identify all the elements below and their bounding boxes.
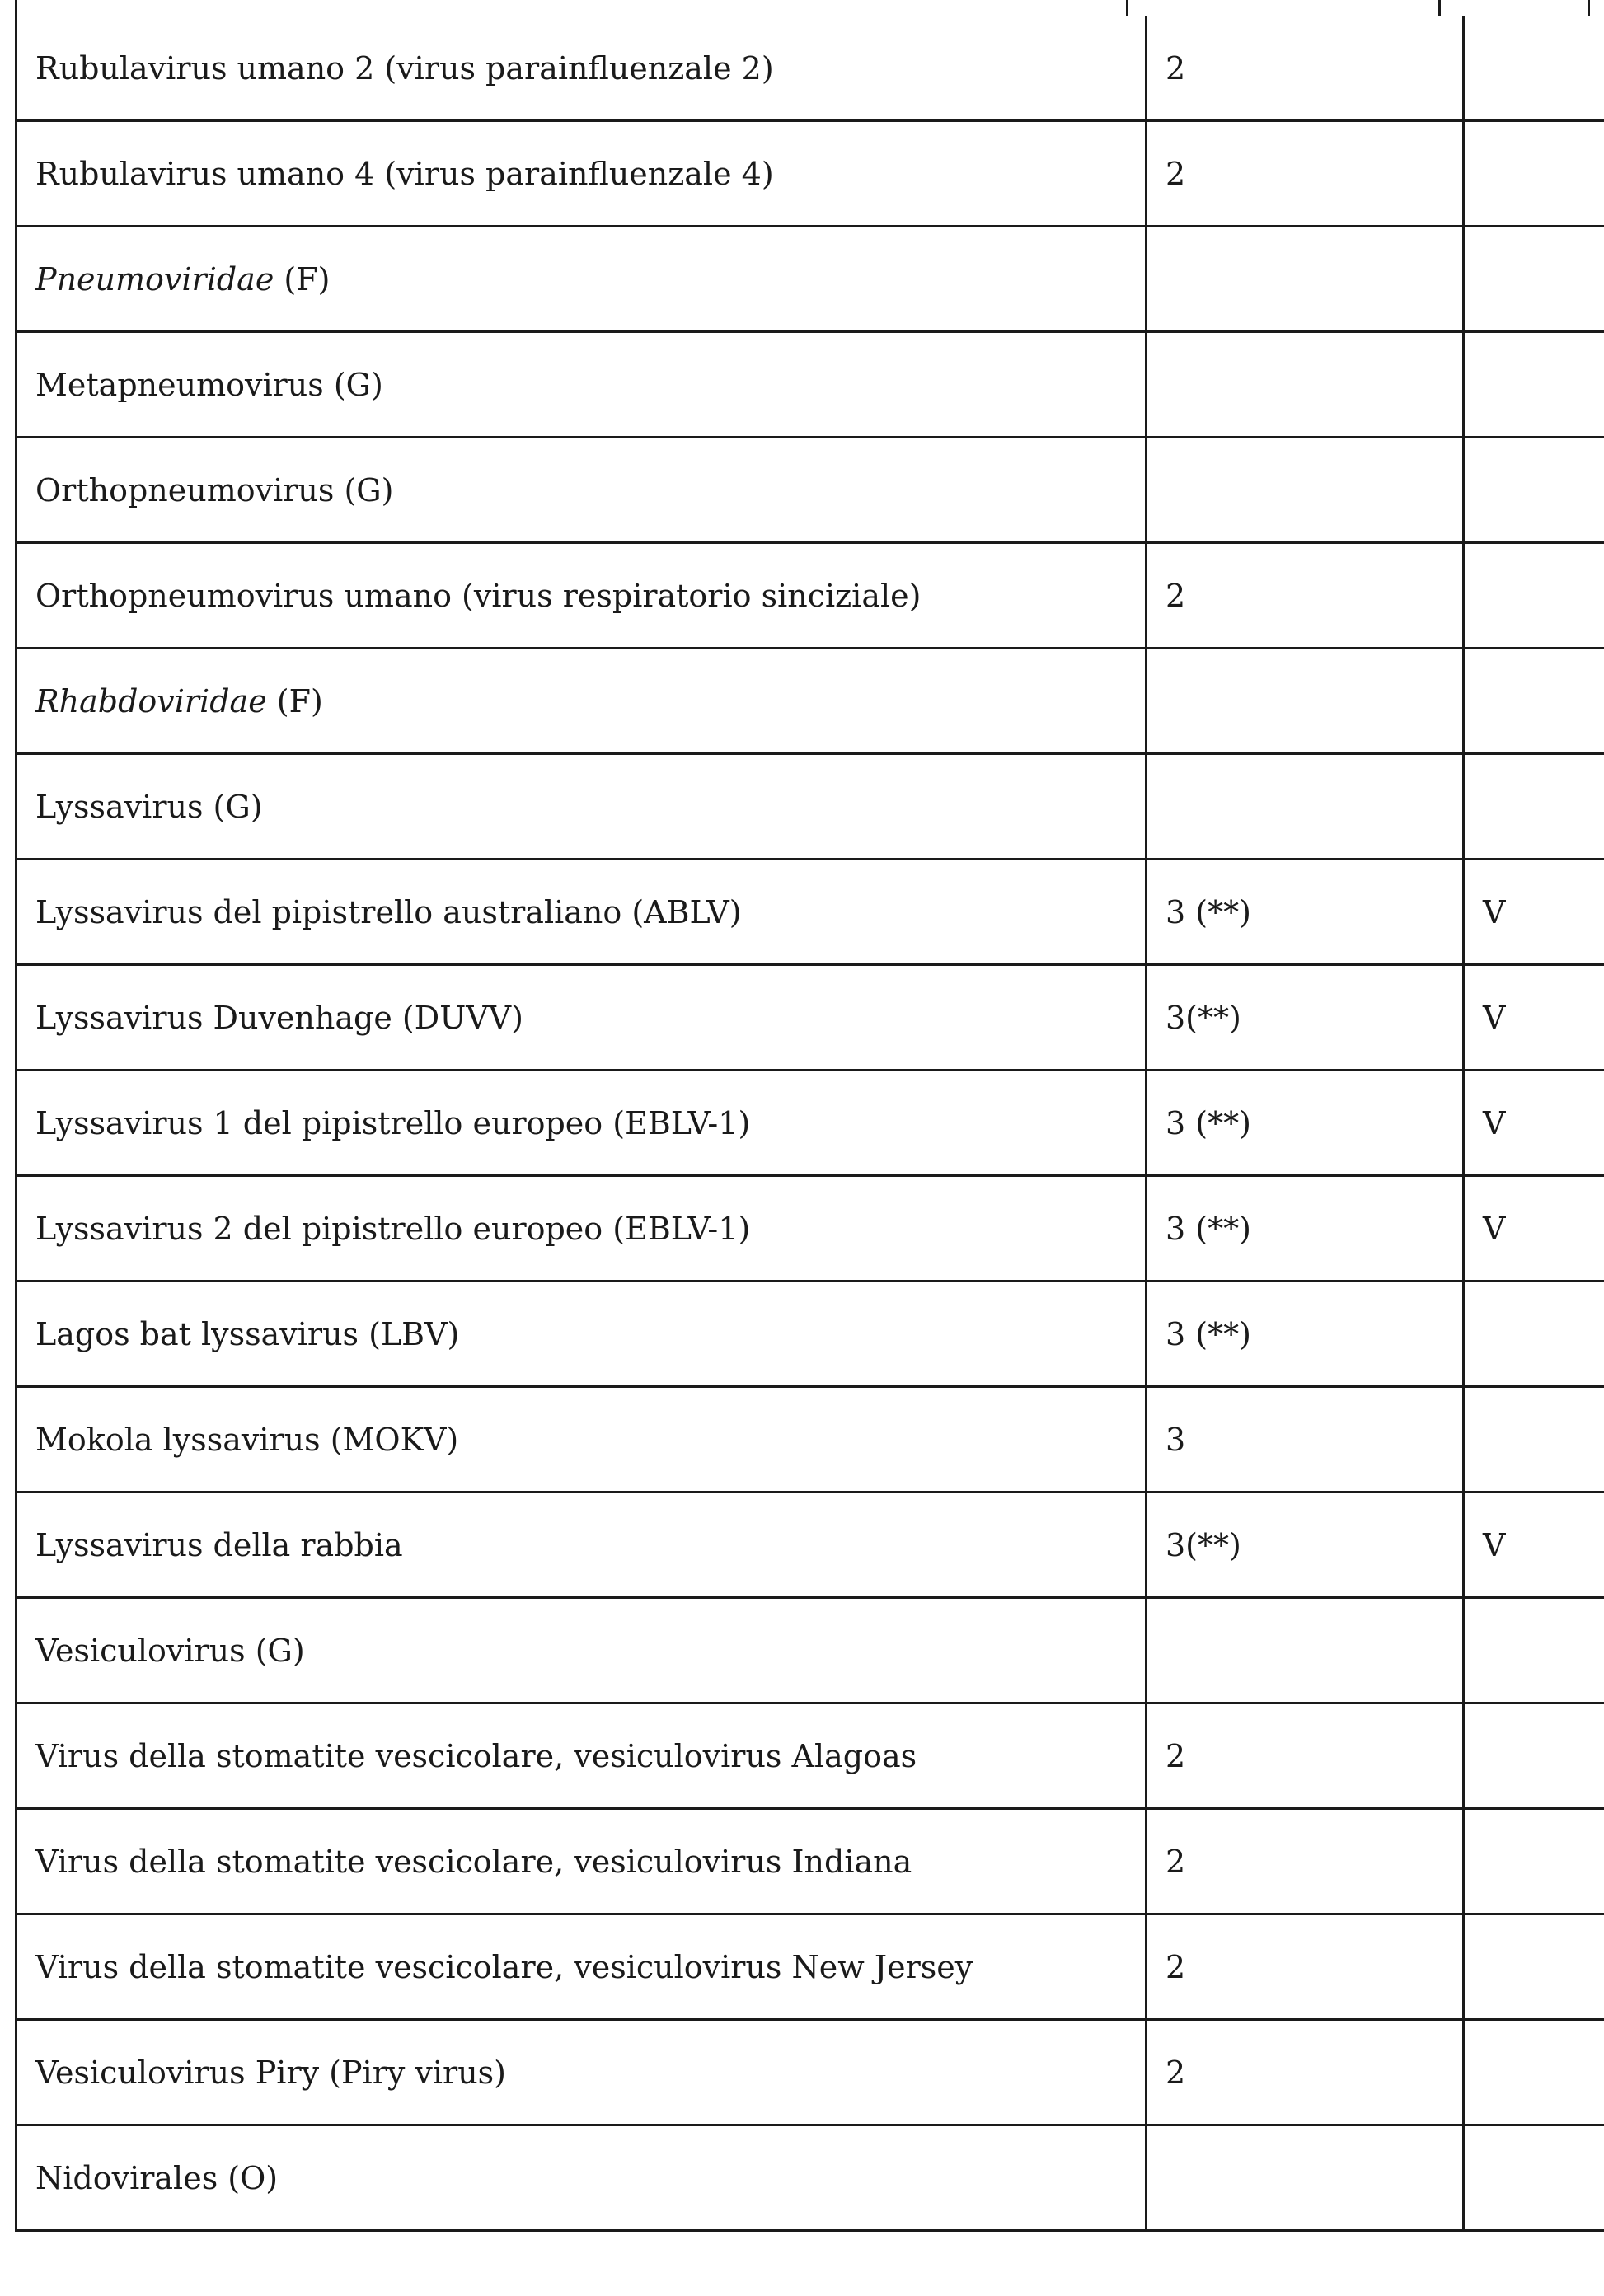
virus-name-cell bbox=[16, 2020, 1147, 2125]
risk-group-cell bbox=[1147, 1598, 1464, 1703]
table-row bbox=[16, 1282, 1604, 1387]
risk-group-cell bbox=[1147, 754, 1464, 860]
virus-name-cell bbox=[16, 754, 1147, 860]
notes-cell bbox=[1464, 543, 1604, 649]
virus-name-cell bbox=[16, 227, 1147, 332]
risk-group-cell: 2 bbox=[1147, 16, 1464, 121]
taxon-rank-suffix: (F) bbox=[266, 682, 323, 719]
table-row bbox=[16, 1176, 1604, 1282]
document-table-container bbox=[15, 0, 1590, 2232]
virus-name-cell bbox=[16, 16, 1147, 121]
table-row bbox=[16, 332, 1604, 438]
virus-name-cell bbox=[16, 543, 1147, 649]
column-border-stub bbox=[1588, 0, 1590, 16]
notes-cell: V bbox=[1464, 1071, 1604, 1176]
risk-group-cell: 2 bbox=[1147, 1914, 1464, 2020]
table-row bbox=[16, 1492, 1604, 1598]
virus-name-cell bbox=[16, 1598, 1147, 1703]
risk-group-cell: 3 (**) bbox=[1147, 1176, 1464, 1282]
notes-cell bbox=[1464, 227, 1604, 332]
table-row bbox=[16, 16, 1604, 121]
table-row bbox=[16, 121, 1604, 227]
virus-name-text: Virus della stomatite vescicolare, vesiculovirus New Jersey bbox=[35, 1948, 973, 1985]
virus-name-text: Virus della stomatite vescicolare, vesiculovirus Alagoas bbox=[35, 1737, 917, 1774]
notes-cell: V bbox=[1464, 860, 1604, 965]
virus-name-cell bbox=[16, 1809, 1147, 1914]
virus-name-text: Lagos bat lyssavirus (LBV) bbox=[35, 1315, 460, 1352]
notes-cell bbox=[1464, 1387, 1604, 1492]
risk-group-cell: 3(**) bbox=[1147, 965, 1464, 1071]
notes-cell: V bbox=[1464, 965, 1604, 1071]
virus-classification-table bbox=[15, 16, 1604, 2232]
virus-name-cell bbox=[16, 1703, 1147, 1809]
risk-group-cell bbox=[1147, 649, 1464, 754]
risk-group-cell: 3 (**) bbox=[1147, 1071, 1464, 1176]
notes-cell bbox=[1464, 649, 1604, 754]
virus-name-cell bbox=[16, 649, 1147, 754]
notes-cell bbox=[1464, 2125, 1604, 2231]
notes-cell bbox=[1464, 1914, 1604, 2020]
table-top-edge bbox=[15, 0, 1590, 16]
virus-name-text: Lyssavirus 1 del pipistrello europeo (EBLV-1) bbox=[35, 1104, 751, 1141]
virus-name-cell bbox=[16, 1914, 1147, 2020]
virus-name-cell bbox=[16, 121, 1147, 227]
table-row bbox=[16, 438, 1604, 543]
virus-name-cell bbox=[16, 332, 1147, 438]
risk-group-cell: 2 bbox=[1147, 1703, 1464, 1809]
table-row bbox=[16, 227, 1604, 332]
risk-group-cell: 3 (**) bbox=[1147, 1282, 1464, 1387]
table-row bbox=[16, 649, 1604, 754]
table-row bbox=[16, 543, 1604, 649]
notes-cell: V bbox=[1464, 1176, 1604, 1282]
taxon-name-italic: Pneumoviridae bbox=[35, 260, 274, 298]
virus-name-cell bbox=[16, 1282, 1147, 1387]
virus-name-text: Lyssavirus (G) bbox=[35, 788, 263, 825]
column-border-stub bbox=[1438, 0, 1441, 16]
column-border-stub bbox=[1126, 0, 1128, 16]
risk-group-cell bbox=[1147, 438, 1464, 543]
risk-group-cell: 2 bbox=[1147, 121, 1464, 227]
notes-cell bbox=[1464, 1598, 1604, 1703]
column-border-stub bbox=[15, 0, 17, 16]
table-row bbox=[16, 1809, 1604, 1914]
risk-group-cell bbox=[1147, 332, 1464, 438]
virus-name-text: Vesiculovirus (G) bbox=[35, 1632, 305, 1669]
virus-name-cell bbox=[16, 2125, 1147, 2231]
risk-group-cell: 3 (**) bbox=[1147, 860, 1464, 965]
virus-name-text: Vesiculovirus Piry (Piry virus) bbox=[35, 2054, 507, 2091]
virus-name-cell bbox=[16, 1071, 1147, 1176]
table-row bbox=[16, 1071, 1604, 1176]
risk-group-cell: 3(**) bbox=[1147, 1492, 1464, 1598]
virus-name-text: Metapneumovirus (G) bbox=[35, 366, 383, 403]
risk-group-cell bbox=[1147, 227, 1464, 332]
notes-cell bbox=[1464, 1703, 1604, 1809]
notes-cell bbox=[1464, 2020, 1604, 2125]
virus-name-text: Nidovirales (O) bbox=[35, 2159, 279, 2196]
risk-group-cell: 2 bbox=[1147, 2020, 1464, 2125]
table-row bbox=[16, 1598, 1604, 1703]
taxon-rank-suffix: (F) bbox=[274, 260, 331, 298]
notes-cell bbox=[1464, 438, 1604, 543]
risk-group-cell: 2 bbox=[1147, 543, 1464, 649]
virus-name-cell bbox=[16, 860, 1147, 965]
notes-cell: V bbox=[1464, 1492, 1604, 1598]
virus-name-text: Rubulavirus umano 4 (virus parainfluenzale 4) bbox=[35, 155, 774, 192]
notes-cell bbox=[1464, 121, 1604, 227]
virus-name-cell bbox=[16, 438, 1147, 543]
table-row bbox=[16, 754, 1604, 860]
taxon-name-italic: Rhabdoviridae bbox=[35, 682, 267, 719]
table-row bbox=[16, 2125, 1604, 2231]
virus-name-text: Orthopneumovirus umano (virus respiratorio sinciziale) bbox=[35, 577, 922, 614]
notes-cell bbox=[1464, 1809, 1604, 1914]
notes-cell bbox=[1464, 754, 1604, 860]
table-row bbox=[16, 1387, 1604, 1492]
table-row bbox=[16, 1914, 1604, 2020]
risk-group-cell: 2 bbox=[1147, 1809, 1464, 1914]
table-body bbox=[16, 16, 1604, 2231]
virus-name-cell bbox=[16, 1492, 1147, 1598]
virus-name-text: Lyssavirus della rabbia bbox=[35, 1526, 403, 1563]
risk-group-cell bbox=[1147, 2125, 1464, 2231]
notes-cell bbox=[1464, 16, 1604, 121]
table-row bbox=[16, 2020, 1604, 2125]
virus-name-text: Lyssavirus del pipistrello australiano (ABLV) bbox=[35, 893, 742, 930]
virus-name-text: Lyssavirus 2 del pipistrello europeo (EBLV-1) bbox=[35, 1210, 751, 1247]
virus-name-text: Lyssavirus Duvenhage (DUVV) bbox=[35, 999, 523, 1036]
virus-name-text: Orthopneumovirus (G) bbox=[35, 471, 394, 508]
notes-cell bbox=[1464, 1282, 1604, 1387]
virus-name-cell bbox=[16, 1176, 1147, 1282]
table-row bbox=[16, 860, 1604, 965]
virus-name-text: Virus della stomatite vescicolare, vesiculovirus Indiana bbox=[35, 1843, 912, 1880]
virus-name-cell bbox=[16, 965, 1147, 1071]
notes-cell bbox=[1464, 332, 1604, 438]
virus-name-text: Mokola lyssavirus (MOKV) bbox=[35, 1421, 459, 1458]
table-row bbox=[16, 965, 1604, 1071]
risk-group-cell: 3 bbox=[1147, 1387, 1464, 1492]
table-row bbox=[16, 1703, 1604, 1809]
virus-name-cell bbox=[16, 1387, 1147, 1492]
virus-name-text: Rubulavirus umano 2 (virus parainfluenzale 2) bbox=[35, 49, 774, 87]
